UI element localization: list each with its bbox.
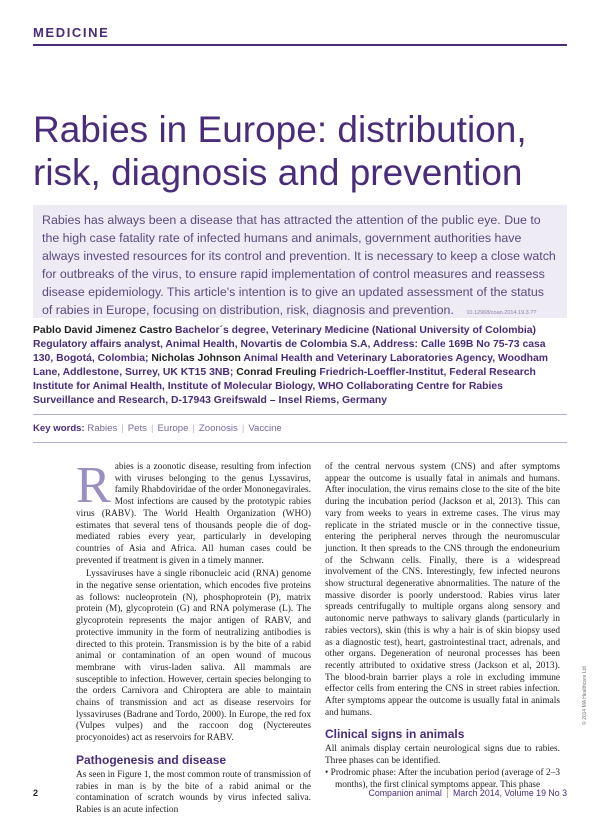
keywords-row <box>33 423 282 434</box>
author-affiliations <box>33 324 567 409</box>
author-name: Nicholas Johnson <box>151 353 241 365</box>
body-column-right <box>325 462 560 791</box>
journal-name: Companion animal <box>368 788 442 798</box>
page-number: 2 <box>33 788 39 798</box>
issue-date: March 2014, Volume 19 No 3 <box>453 788 567 798</box>
body-paragraph: abies is a zoonotic disease, resulting from infection with viruses belonging to the genus Lyssavirus, family Rhabdoviridae of the order Mononegavirales. Most infections are caused by the prototypic rabies virus (RABV). The World Health Organization (WHO) estimates that several tens of thousands people die of dog-mediated rabies every year, particularly in developing countries of Asia and Africa. All human cases could be prevented if treatment is given in a timely manner. <box>76 462 311 566</box>
abstract-box <box>33 205 567 318</box>
article-title: Rabies in Europe: distribution, risk, diagnosis and prevention <box>33 109 527 193</box>
body-paragraph: All animals display certain neurological signs due to rabies. Three phases can be identified. <box>325 744 560 767</box>
body-paragraph: Lyssaviruses have a single ribonucleic acid (RNA) genome in the negative sense orientation, which encodes five proteins as follows: nucleoprotein (N), phosphoprotein (P), matrix protein (M), glycoprotein (G) and RNA polymerase (L). The glycoprotein represents the major antigen of RABV, and protective immunity in the form of neutralizing antibodies is directed to this protein. Transmission is by the bite of a rabid animal or contamination of an open wound of mucous membrane with virus-laden saliva. All mammals are susceptible to infection. However, certain species belonging to the orders Carnivora and Chiroptera are able to maintain chains of transmission and act as disease reservoirs for lyssaviruses (Badrane and Tordo, 2000). In Europe, the red fox (Vulpes vulpes) and the raccoon dog (Nyctereutes procyonoides) act as reservoirs for RABV. <box>76 569 311 744</box>
body-column-left <box>76 457 311 816</box>
keywords-label: Key words: <box>33 423 85 434</box>
keyword-separator: | <box>241 423 245 434</box>
section-heading: Clinical signs in animals <box>325 727 465 742</box>
bullet-item: • Prodromic phase: After the incubation period (average of 2–3 months), the first clinical symptoms appear. This phase <box>325 767 560 790</box>
author-affiliation: Animal Health and Veterinary Laboratories Agency, Woodham Lane, Addlestone, Surrey, UK KT15 3NB; <box>33 353 549 379</box>
keyword-separator: | <box>150 423 154 434</box>
section-heading: Pathogenesis and disease <box>76 752 227 767</box>
abstract-text: Rabies has always been a disease that has attracted the attention of the public eye. Due to the high case fatality rate of infected humans and animals, government authorities have always invested resources for its control and prevention. It is necessary to keep a close watch for outbreaks of the virus, to ensure rapid implementation of control measures and reassess disease epidemiology. This article's intention is to give an updated assessment of the status of rabies in Europe, focusing on distribution, risk, diagnosis and prevention. <box>42 213 556 317</box>
body-paragraph: As seen in Figure 1, the most common route of transmission of rabies in man is by the bite of a rabid animal or the contamination of scratch wounds by virus infected saliva. Rabies is an acute infection <box>76 769 311 815</box>
keyword: Rabies <box>87 423 118 434</box>
author-name: Conrad Freuling <box>236 367 317 379</box>
footer-separator: | <box>446 788 449 798</box>
keywords-divider-top <box>33 414 567 415</box>
body-paragraph: of the central nervous system (CNS) and after symptoms appear the outcome is usually fatal in animals and humans. After inoculation, the virus remains close to the site of the bite during the incubation period (Jackson et al, 2013). This can vary from weeks to years in extreme cases. The virus may replicate in the striated muscle or in the connective tissue, entering the peripheral nerves through the neuromuscular junction. It then spreads to the CNS through the endoneurium of the Schwann cells. Finally, there is a widespread involvement of the CNS. Interestingly, few infected neurons show structural degenerative abnormalities. The nature of the massive disorder is poorly understood. Rabies virus later spreads centrifugally to multiple organs along sensory and autonomic nerve pathways to salivary glands (particularly in rabies vectors), skin (this is why a hair is of skin biopsy used as a diagnostic test), heart, gastrointestinal tract, adrenals, and other organs. Degeneration of neuronal processes has been recently attributed to oxidative stress (Jackson et al, 2013). The blood-brain barrier plays a role in excluding immune effector cells from entering the CNS in street rabies infection. After symptoms appear the outcome is usually fatal in animals and humans. <box>325 462 560 718</box>
keyword-separator: | <box>121 423 124 434</box>
author-affiliation: Friedrich-Loeffler-Institut, Federal Research Institute for Animal Health, Institute of Molecular Biology, WHO Collaborating Centre for Rabies Surveillance and Research, D-17943 Greifswald – Insel Riems, Germany <box>33 367 536 407</box>
keyword-separator: | <box>192 423 195 434</box>
section-label: MEDICINE <box>33 25 110 40</box>
author-name: Pablo David Jimenez Castro <box>33 325 173 336</box>
keyword: Vaccine <box>248 423 282 434</box>
author-affiliation: Bachelor´s degree, Veterinary Medicine (National University of Colombia) Regulatory affairs analyst, Animal Health, Novartis de Colombia S.A, Address: Calle 169B No 75-73 casa 130, Bogotá, Colombia; <box>33 325 546 365</box>
keyword: Zoonosis <box>198 423 238 434</box>
drop-cap: R <box>76 457 111 514</box>
footer <box>368 788 567 798</box>
doi: 10.12968/coan.2014.19.3.?? <box>466 310 537 316</box>
section-divider <box>33 44 567 46</box>
keyword: Pets <box>127 423 147 434</box>
keyword: Europe <box>157 423 189 434</box>
copyright-note: © 2014 MA Healthcare Ltd <box>582 666 588 725</box>
keywords-divider-bottom <box>33 442 567 443</box>
